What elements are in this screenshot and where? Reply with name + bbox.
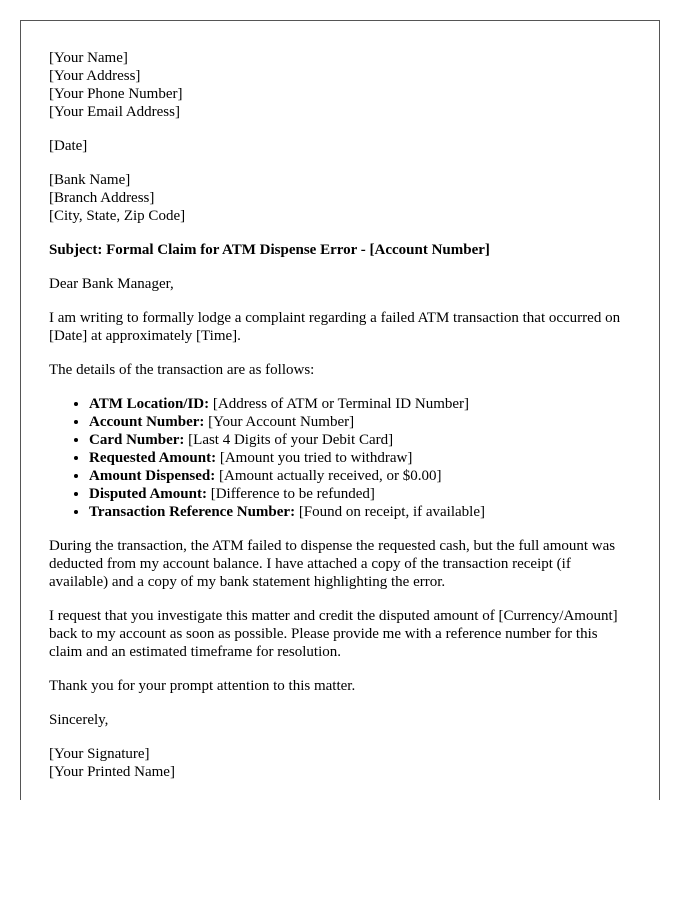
recipient-bank-name: [Bank Name]: [49, 172, 131, 188]
detail-item-requested-amount: [89, 449, 631, 467]
detail-label: Account Number:: [89, 414, 205, 430]
detail-label: Amount Dispensed:: [89, 468, 216, 484]
detail-value: [Your Account Number]: [204, 414, 355, 430]
closing: Sincerely,: [49, 712, 109, 728]
detail-value: [Found on receipt, if available]: [295, 504, 485, 520]
signature-line: [Your Signature]: [49, 746, 150, 762]
letter-page: [20, 20, 660, 800]
detail-item-reference-number: [89, 503, 631, 521]
salutation: Dear Bank Manager,: [49, 276, 174, 292]
signature-block: [49, 745, 631, 781]
printed-name-line: [Your Printed Name]: [49, 764, 175, 780]
sender-phone: [Your Phone Number]: [49, 86, 183, 102]
detail-value: [Difference to be refunded]: [206, 486, 375, 502]
detail-item-card-number: [89, 431, 631, 449]
sender-email: [Your Email Address]: [49, 104, 180, 120]
thanks-paragraph: Thank you for your prompt attention to this matter.: [49, 678, 356, 694]
request-paragraph: I request that you investigate this matter and credit the disputed amount of [Currency/Amount] back to my account as soon as possible. Please provide me with a reference number for this claim and an estimated timeframe for resolution.: [49, 608, 618, 660]
sender-block: [49, 49, 631, 121]
detail-value: [Amount actually received, or $0.00]: [215, 468, 442, 484]
detail-value: [Address of ATM or Terminal ID Number]: [209, 396, 470, 412]
detail-label: Disputed Amount:: [89, 486, 207, 502]
subject-line: Subject: Formal Claim for ATM Dispense Error - [Account Number]: [49, 242, 490, 258]
sender-name: [Your Name]: [49, 50, 128, 66]
detail-value: [Last 4 Digits of your Debit Card]: [184, 432, 394, 448]
failure-paragraph: During the transaction, the ATM failed to dispense the requested cash, but the full amount was deducted from my account balance. I have attached a copy of the transaction receipt (if available) and a copy of my bank statement highlighting the error.: [49, 538, 616, 590]
recipient-block: [49, 171, 631, 225]
detail-label: Transaction Reference Number:: [89, 504, 296, 520]
sender-address: [Your Address]: [49, 68, 141, 84]
detail-label: ATM Location/ID:: [89, 396, 210, 412]
date-block: [49, 137, 631, 155]
letter-date: [Date]: [49, 138, 88, 154]
details-intro: The details of the transaction are as follows:: [49, 362, 315, 378]
detail-label: Requested Amount:: [89, 450, 217, 466]
detail-item-account-number: [89, 413, 631, 431]
detail-value: [Amount you tried to withdraw]: [216, 450, 413, 466]
detail-label: Card Number:: [89, 432, 185, 448]
transaction-details-list: [49, 395, 631, 521]
recipient-city-state-zip: [City, State, Zip Code]: [49, 208, 186, 224]
detail-item-atm-location: [89, 395, 631, 413]
recipient-branch-address: [Branch Address]: [49, 190, 155, 206]
detail-item-disputed-amount: [89, 485, 631, 503]
intro-paragraph: I am writing to formally lodge a complaint regarding a failed ATM transaction that occurred on [Date] at approximately [Time].: [49, 310, 621, 344]
detail-item-amount-dispensed: [89, 467, 631, 485]
